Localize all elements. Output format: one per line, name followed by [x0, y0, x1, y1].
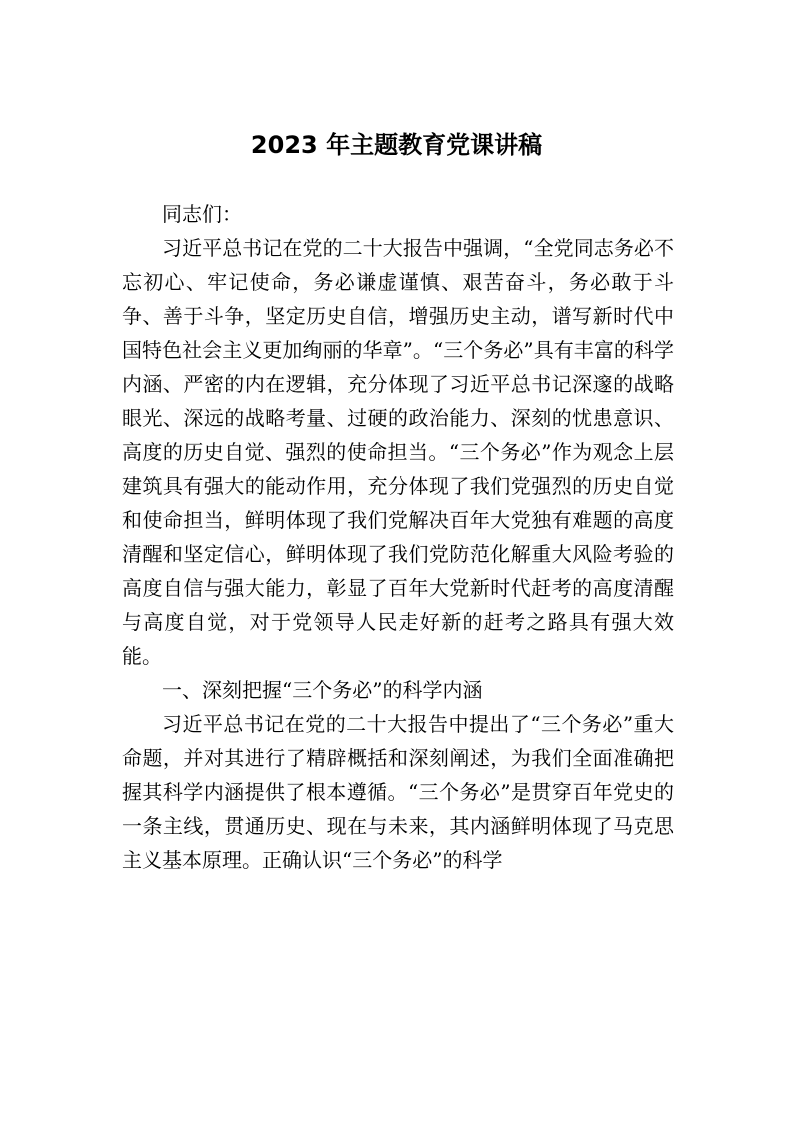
- paragraph-section-1: 习近平总书记在党的二十大报告中提出了“三个务必”重大命题，并对其进行了精辟概括和深刻阐述，为我们全面准确把握其科学内涵提供了根本遵循。“三个务必”是贯穿百年党史的一条主线，贯通历史、现在与未来，其内涵鲜明体现了马克思主义基本原理。正确认识“三个务必”的科学: [122, 712, 674, 872]
- paragraph-intro: 习近平总书记在党的二十大报告中强调，“全党同志务必不忘初心、牢记使命，务必谦虚谨慎、艰苦奋斗，务必敢于斗争、善于斗争，坚定历史自信，增强历史主动，谱写新时代中国特色社会主义更加绚丽的华章”。“三个务必”具有丰富的科学内涵、严密的内在逻辑，充分体现了习近平总书记深邃的战略眼光、深远的战略考量、过硬的政治能力、深刻的忧患意识、高度的历史自觉、强烈的使命担当。“三个务必”作为观念上层建筑具有强大的能动作用，充分体现了我们党强烈的历史自觉和使命担当，鲜明体现了我们党解决百年大党独有难题的高度清醒和坚定信心，鲜明体现了我们党防范化解重大风险考验的高度自信与强大能力，彰显了百年大党新时代赶考的高度清醒与高度自觉，对于党领导人民走好新的赶考之路具有强大效能。: [122, 236, 674, 668]
- greeting: 同志们：: [162, 202, 242, 226]
- section-heading-1: 一、深刻把握“三个务必”的科学内涵: [162, 678, 483, 702]
- document-title: 2023 年主题教育党课讲稿: [250, 131, 543, 159]
- document-body: [122, 197, 674, 877]
